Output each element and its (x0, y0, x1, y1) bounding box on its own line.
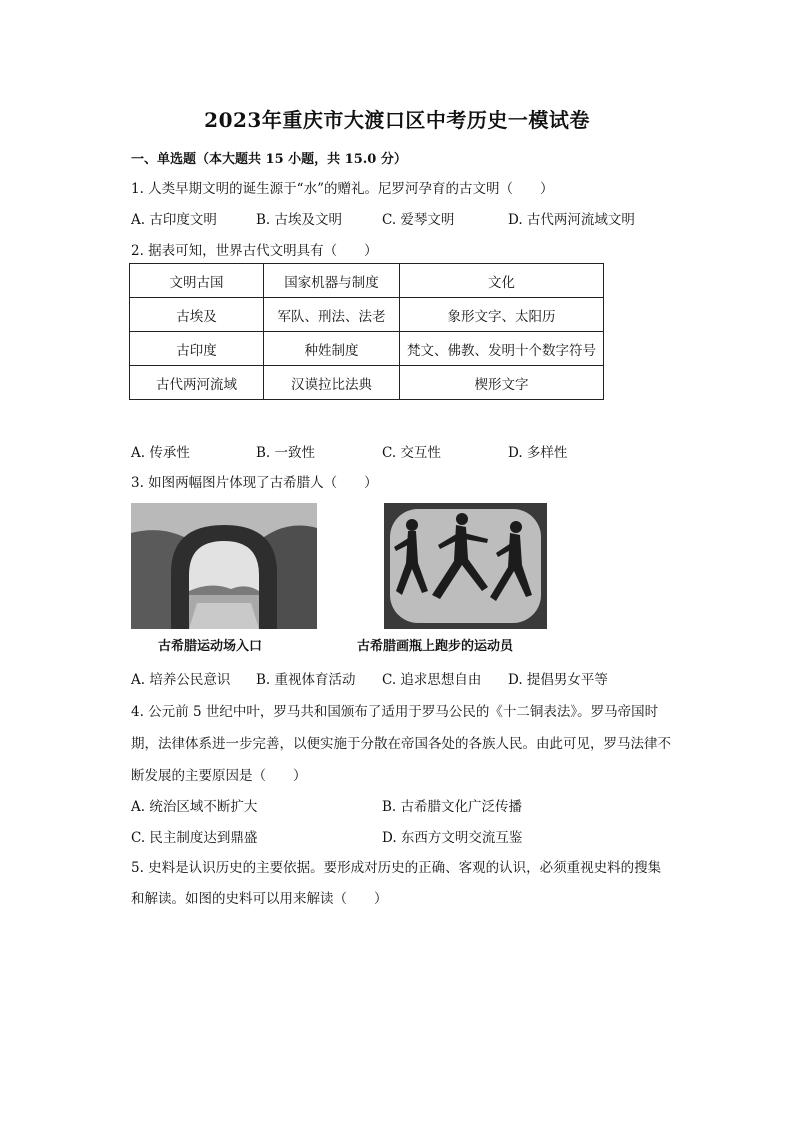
table-cell: 汉谟拉比法典 (264, 366, 400, 400)
question-1-stem: 1. 人类早期文明的诞生源于“水”的赠礼。尼罗河孕育的古文明（ ） (131, 181, 554, 197)
question-4-line: 断发展的主要原因是（ ） (131, 768, 307, 784)
q4-option-a[interactable]: A. 统治区域不断扩大 (131, 799, 258, 815)
q2-option-a[interactable]: A. 传承性 (131, 445, 190, 461)
table-cell: 古印度 (130, 332, 264, 366)
question-5-line: 5. 史料是认识历史的主要依据。要形成对历史的正确、客观的认识，必须重视史料的搜集 (131, 860, 662, 876)
table-cell: 楔形文字 (400, 366, 604, 400)
stadium-entrance-caption: 古希腊运动场入口 (158, 639, 263, 654)
q3-option-b[interactable]: B. 重视体育活动 (256, 672, 356, 688)
q4-option-c[interactable]: C. 民主制度达到鼎盛 (131, 830, 258, 846)
table-row (130, 366, 604, 400)
table-cell: 古埃及 (130, 298, 264, 332)
q3-option-a[interactable]: A. 培养公民意识 (131, 672, 231, 688)
table-cell: 古代两河流域 (130, 366, 264, 400)
vase-runners-photo (384, 503, 547, 629)
table-header-row (130, 264, 604, 298)
question-5-line: 和解读。如图的史料可以用来解读（ ） (131, 891, 388, 907)
table-cell: 象形文字、太阳历 (400, 298, 604, 332)
q1-option-d[interactable]: D. 古代两河流域文明 (508, 212, 635, 228)
stadium-entrance-photo (131, 503, 317, 629)
question-3-stem: 3. 如图两幅图片体现了古希腊人（ ） (131, 475, 378, 491)
page-title: 2023年重庆市大渡口区中考历史一模试卷 (204, 108, 590, 132)
q4-option-b[interactable]: B. 古希腊文化广泛传播 (382, 799, 523, 815)
q1-option-c[interactable]: C. 爱琴文明 (382, 212, 455, 228)
q3-option-d[interactable]: D. 提倡男女平等 (508, 672, 608, 688)
table-cell: 梵文、佛教、发明十个数字符号 (400, 332, 604, 366)
table-row (130, 298, 604, 332)
question-4-line: 期，法律体系进一步完善，以便实施于分散在帝国各处的各族人民。由此可见，罗马法律不 (131, 736, 671, 752)
table-cell: 军队、刑法、法老 (264, 298, 400, 332)
table-header-cell: 文明古国 (130, 264, 264, 298)
question-2-stem: 2. 据表可知，世界古代文明具有（ ） (131, 243, 378, 259)
table-header-cell: 国家机器与制度 (264, 264, 400, 298)
table-header-cell: 文化 (400, 264, 604, 298)
q1-option-a[interactable]: A. 古印度文明 (131, 212, 217, 228)
q3-option-c[interactable]: C. 追求思想自由 (382, 672, 482, 688)
section-heading: 一、单选题（本大题共 15 小题，共 15.0 分） (131, 152, 407, 167)
question-4-line: 4. 公元前 5 世纪中叶，罗马共和国颁布了适用于罗马公民的《十二铜表法》。罗马帝国时 (131, 704, 659, 720)
table-cell: 种姓制度 (264, 332, 400, 366)
q2-option-b[interactable]: B. 一致性 (256, 445, 316, 461)
q4-option-d[interactable]: D. 东西方文明交流互鉴 (382, 830, 523, 846)
q1-option-b[interactable]: B. 古埃及文明 (256, 212, 343, 228)
table-row (130, 332, 604, 366)
civilization-table (129, 263, 604, 400)
vase-runners-caption: 古希腊画瓶上跑步的运动员 (357, 639, 514, 654)
q2-option-d[interactable]: D. 多样性 (508, 445, 568, 461)
q2-option-c[interactable]: C. 交互性 (382, 445, 441, 461)
